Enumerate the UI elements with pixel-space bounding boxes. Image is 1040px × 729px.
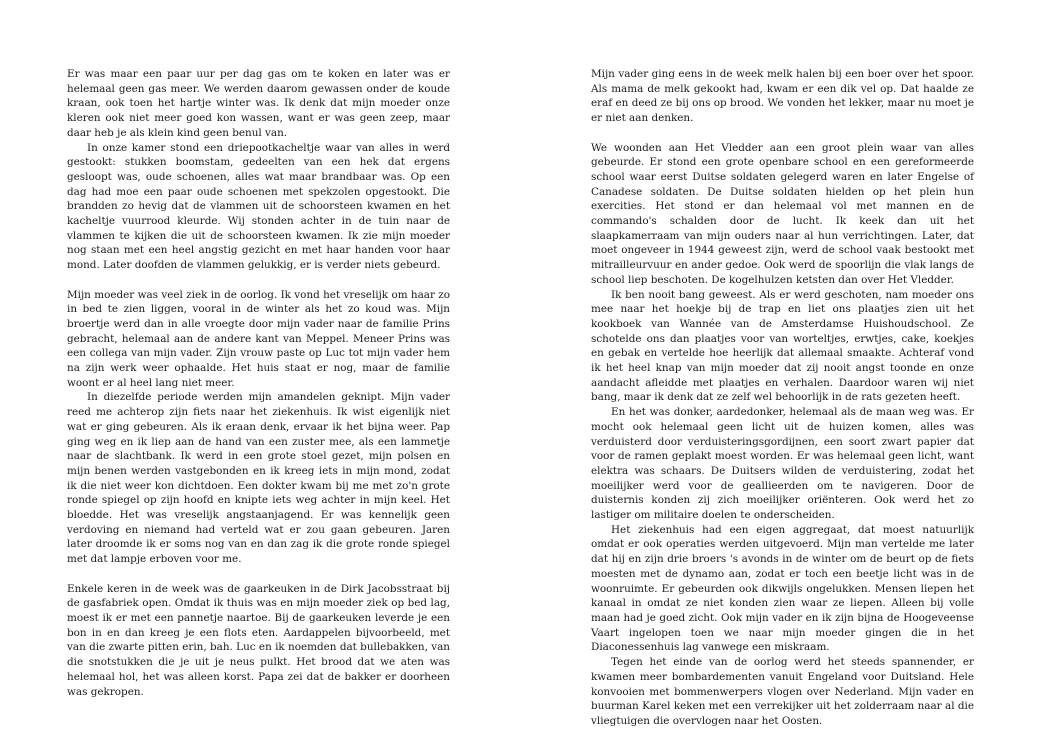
paragraph-nooit-bang: Ik ben nooit bang geweest. Als er werd geschoten, nam moeder ons mee naar het hoekje bij de trap en liet ons plaatjes zien uit het kookboek van Wannée van de Amsterdamse Huishoudschool. Ze schotelde ons dan plaatjes voor van worteltjes, erwtjes, cake, koekjes en gebak en vertelde hoe heerlijk dat allemaal smaakte. Achteraf vond ik het heel knap van mijn moeder dat zij nooit angst toonde en onze aandacht afleidde met plaatjes en verhalen. Daardoor waren wij niet bang, maar ik denk dat ze zelf wel behoorlijk in de rats gezeten heeft. xyxy=(591,288,974,404)
paragraph-moeder-ziek: Mijn moeder was veel ziek in de oorlog. Ik vond het vreselijk om haar zo in bed te zien liggen, vooral in de winter als het zo koud was. Mijn broertje werd dan in alle vroegte door mijn vader naar de familie Prins gebracht, helemaal aan de andere kant van Meppel. Meneer Prins was een collega van mijn vader. Zijn vrouw paste op Luc tot mijn vader hem na zijn werk weer ophaalde. Het huis staat er nog, maar de familie woont er al heel lang niet meer. xyxy=(67,288,450,389)
right-page xyxy=(591,67,974,729)
paragraph-kacheltje: In onze kamer stond een driepootkacheltje waar van alles in werd gestookt: stukken boomstam, gedeelten van een hek dat ergens gesloopt was, oude schoenen, alles wat maar brandbaar was. Op een dag had moe een paar oude schoenen met spekzolen opgestookt. Die brandden zo hevig dat de vlammen uit de schoorsteen kwamen en het kacheltje vuurrood kleurde. Wij stonden achter in de tuin naar de vlammen te kijken die uit de schoorsteen kwamen. Ik zie mijn moeder nog staan met een heel angstig gezicht en met haar handen voor haar mond. Later doofden de vlammen gelukkig, er is verder niets gebeurd. xyxy=(67,141,450,272)
paragraph-donker: En het was donker, aardedonker, helemaal als de maan weg was. Er mocht ook helemaal geen licht uit de huizen komen, alles was verduisterd door verduisteringsgordijnen, een soort zwart papier dat voor de ramen geplakt moest worden. Er was helemaal geen licht, want elektra was schaars. De Duitsers wilden de verduistering, zodat het moeilijker werd voor de geallieerden om te navigeren. Door de duisternis konden zij zich moeilijker oriënteren. Ook werd het zo lastiger om militaire doelen te onderscheiden. xyxy=(591,406,974,522)
paragraph-gaarkeuken: Enkele keren in de week was de gaarkeuken in de Dirk Jacobsstraat bij de gasfabriek open. Omdat ik thuis was en mijn moeder ziek op bed lag, moest ik er met een pannetje naartoe. Bij de gaarkeuken leverde je een bon in en dan kreeg je een flots eten. Aardappelen bijvoorbeeld, met van die zwarte pitten erin, bah. Luc en ik noemden dat bullebakken, van die snotstukken die je uit je neus pulkt. Het brood dat we aten was helemaal hol, het was alleen korst. Papa zei dat de bakker er doorheen was gekropen. xyxy=(67,582,450,698)
paragraph-vledder: We woonden aan Het Vledder aan een groot plein waar van alles gebeurde. Er stond een grote openbare school en een gereformeerde school waar eerst Duitse soldaten gelegerd waren en later Engelse of Canadese soldaten. De Duitse soldaten hielden op het plein hun exercities. Het stond er dan helemaal vol met mannen en de commando's schalden door de lucht. Ik keek dan uit het slaapkamerraam van mijn ouders naar al hun verrichtingen. Later, dat moet ongeveer in 1944 geweest zijn, werd de school vaak bestookt met mitrailleurvuur en ander gedoe. Ook werd de spoorlijn die vlak langs de school liep beschoten. De kogelhulzen ketsten dan over Het Vledder. xyxy=(591,141,974,286)
paragraph-einde-oorlog: Tegen het einde van de oorlog werd het steeds spannender, er kwamen meer bombardementen vanuit Engeland voor Duitsland. Hele konvooien met bommenwerpers vlogen over Nederland. Mijn vader en buurman Karel keken met een verrekijker uit het zolderraam naar al die vliegtuigen die overvlogen naar het Oosten. xyxy=(591,656,974,727)
paragraph-gas: Er was maar een paar uur per dag gas om te koken en later was er helemaal geen gas meer. We werden daarom gewassen onder de koude kraan, ook toen het hartje winter was. Ik denk dat mijn moeder onze kleren ook niet meer goed kon wassen, want er was geen zeep, maar daar heb je als klein kind geen benul van. xyxy=(67,68,450,139)
paragraph-melk: Mijn vader ging eens in de week melk halen bij een boer over het spoor. Als mama de melk gekookt had, kwam er een dik vel op. Dat haalde ze eraf en deed ze bij ons op brood. We vonden het lekker, maar nu moet je er niet aan denken. xyxy=(591,68,974,125)
paragraph-amandelen: In diezelfde periode werden mijn amandelen geknipt. Mijn vader reed me achterop zijn fiets naar het ziekenhuis. Ik wist eigenlijk niet wat er ging gebeuren. Als ik eraan denk, ervaar ik het bijna weer. Pap ging weg en ik liep aan de hand van een zuster mee, als een lammetje naar de slachtbank. Ik werd in een grote stoel gezet, mijn polsen en mijn benen werden vastgebonden en ik kreeg iets in mijn mond, zodat ik die niet weer kon dichtdoen. Een dokter kwam bij me met zo'n grote ronde spiegel op zijn hoofd en knipte iets weg achter in mijn keel. Het bloedde. Het was vreselijk angstaanjagend. Er was kennelijk geen verdoving en niemand had verteld wat er zou gaan gebeuren. Jaren later droomde ik er soms nog van en dan zag ik die grote ronde spiegel met dat lampje erboven voor me. xyxy=(67,391,450,566)
paragraph-ziekenhuis: Het ziekenhuis had een eigen aggregaat, dat moest natuurlijk omdat er ook operaties werden uitgevoerd. Mijn man vertelde me later dat hij en zijn drie broers 's avonds in de winter om de beurt op de fiets moesten met de dynamo aan, zodat er toch een beetje licht was in de woonruimte. Er gebeurden ook dikwijls ongelukken. Mensen liepen het kanaal in omdat ze niet konden zien waar ze liepen. Alleen bij volle maan had je goed zicht. Ook mijn vader en ik zijn bijna de Hoogeveense Vaart ingelopen toen we naar mijn moeder gingen die in het Diaconessenhuis lag vanwege een miskraam. xyxy=(591,523,974,654)
left-page xyxy=(67,67,450,699)
